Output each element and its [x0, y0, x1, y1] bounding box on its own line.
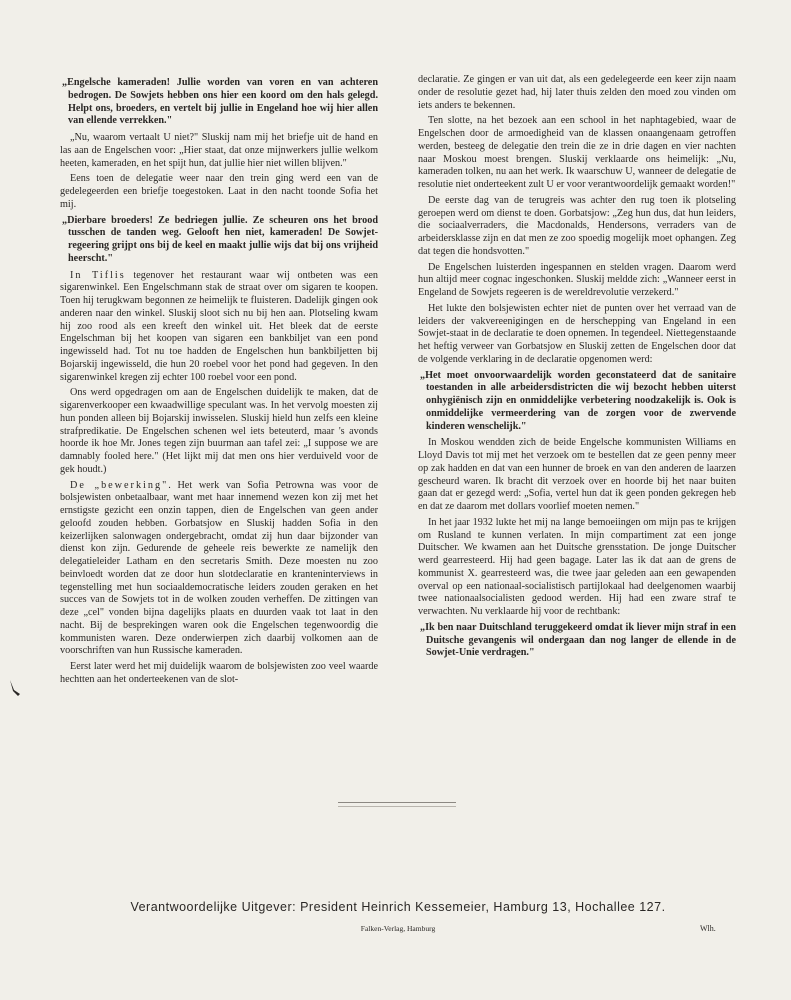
paragraph-text: tegenover het restaurant waar wij ontbeten was een sigarenwinkel. Een Engelschmann stak de straat over om sigaren te koopen. Toen hij terugkwam begonnen ze heimelijk te fluisteren. Dadelijk gingen ook anderen naar den winkel. Sluskij sloot sich nu bij hen aan. Plotseling kwam hij zoo rood als een kreeft den winkel uit. Het bleek dat de eerste Engelschman bij het koopen van sigaren een bankbiljet van een pond ingewisseld had. Tot nu toe hadden de Engelschen hun bankbiljetten bij Bojarskij ingewisseld, die hun 20 roebel voor het pond had gegeven. In den sigarenwinkel kregen zij echter 100 roebel voor een pond.	[60, 269, 378, 383]
quote-declaration: „Het moet onvoorwaardelijk worden geconstateerd dat de sanitaire toestanden in alle arbeidersdistricten die wij bezocht hebben uiterst onhygiënisch zijn en onmiddelijke verbetering noodzakelijk is. Ook is onmiddelijke vermeerdering van de zorgen voor de zwervende kinderen wenschelijk."	[420, 369, 736, 432]
paragraph: De Engelschen luisterden ingespannen en stelden vragen. Daarom werd hun altijd meer cognac ingeschonken. Sluskij meldde zich: „Wanneer eerst in Engeland de Sowjets regeeren is de wereldrevolutie verzekerd."	[418, 261, 736, 298]
printer-initials: Wlh.	[700, 924, 716, 933]
paragraph-text: . Het werk van Sofia Petrowna was voor de bolsjewisten onbetaalbaar, want met haar innemend wezen kon zij met het ernstigste gezicht een onzin tappen, dien de Engelschen van geen ander geloofd zouden hebben. Gorbatsjow en Sluskij hadden Sofia in den keizerlijken salonwagen ondergebracht, omdat zij hun daar bijzonder van dienst kon zijn. Gedurende de geheele reis bewerkte ze namelijk den delegatieleider Latham en den secretaris Smith. Deze moesten nu zoo beinvloedt worden dat ze door hun slotdeclaratie en kranteninterviews in tegenstelling met hun sociaaldemocratische leiders zouden geraken en het succes van de Sowjets tot in de wolken zouden verheffen. De zittingen van deze „cel" vonden bijna dagelijks plaats en duurden vaak tot laat in den nacht. Bij de besprekingen waren ook die Engelschen tegenwoordig die kommunisten waren. Deze onderwierpen zich daarbij volkomen aan de voorschriften van hun Russische kameraden.	[60, 479, 378, 657]
paragraph: Het lukte den bolsjewisten echter niet de punten over het verraad van de leiders der vakvereenigingen en de herschepping van Engeland in een Sowjet-staat in de declaratie te doen opnemen. In tegendeel. Niettegenstaande het heftig verweer van Gorbatsjow en Sluskij zetten de Engelschen door dat de volgende verklaring in de declaratie opgenomen werd:	[418, 302, 736, 365]
paragraph: Eens toen de delegatie weer naar den trein ging werd een van de gedelegeerden een briefje toegestoken. Laat in den nacht toonde Sofia het mij.	[60, 173, 378, 210]
paragraph: „Nu, waarom vertaalt U niet?" Sluskij nam mij het briefje uit de hand en las aan de Engelschen voor: „Hier staat, dat onze mijnwerkers jullie welkom heeten, kameraden, en het spijt hun, dat jullie hier niet willen blijven."	[60, 132, 378, 169]
spaced-heading-word: In Tiflis	[70, 269, 126, 281]
section-divider	[338, 802, 456, 803]
paragraph: De eerste dag van de terugreis was achter den rug toen ik plotseling geroepen werd om dienst te doen. Gorbatsjow: „Zeg hun dus, dat hun leiders, die sociaalverraders, die Macdonalds, Hendersons, verraders van de arbeidersklasse zijn en dat men ze zoo spoedig mogelijk moet ophangen. Zeg dat tegen die hondsvotten."	[418, 194, 736, 257]
left-column	[60, 74, 378, 754]
publisher-line: Verantwoordelijke Uitgever: President Heinrich Kessemeier, Hamburg 13, Hochallee 127.	[130, 900, 666, 914]
section-divider-secondary	[338, 806, 456, 807]
right-column	[418, 74, 736, 754]
paragraph: Eerst later werd het mij duidelijk waarom de bolsjewisten zoo veel waarde hechtten aan het onderteekenen van de slot-	[60, 661, 378, 685]
quote-court-statement: „Ik ben naar Duitschland teruggekeerd omdat ik liever mijn straf in een Duitsche gevangenis wil ondergaan dan nog langer de ellende in de Sowjet-Unie verdragen."	[420, 621, 736, 659]
text-columns	[60, 74, 736, 754]
quote-letter-2: „Dierbare broeders! Ze bedriegen jullie. Ze scheuren ons het brood tusschen de tanden weg. Gelooft hen niet, kameraden! De Sowjet-regeering grijpt ons bij de keel en maakt jullie wijs dat bij ons vrijheid heerscht."	[62, 214, 378, 264]
paragraph-bewerking	[60, 480, 378, 659]
paragraph: In het jaar 1932 lukte het mij na lange bemoeiingen om mijn pas te krijgen om Rusland te kunnen verlaten. In mijn compartiment zat een jonge Duitscher. We kwamen aan het Duitsche grensstation. De jonge Duitscher werd gearresteerd. Hij had geen bagage. Later las ik dat aan de grens de kommunist X. gearresteerd was, die twee jaar geleden aan een gewapenden overval op een nationaal-socialistisch partijlokaal had deelgenomen waarbij twee nationaalsocialisten gedood werden. Hij had een zware straf te verwachten. Nu verklaarde hij voor de rechtbank:	[418, 516, 736, 617]
margin-mark	[6, 678, 22, 698]
paragraph: declaratie. Ze gingen er van uit dat, als een gedelegeerde een keer zijn naam onder de resolutie gezet had, hij later thuis zelden den moed zou vinden om iets anders te bekennen.	[418, 74, 736, 111]
spaced-heading-word: De „bewerking"	[70, 479, 169, 491]
quote-letter-1: „Engelsche kameraden! Jullie worden van voren en van achteren bedrogen. De Sowjets hebben ons hier een koord om den hals gelegd. Helpt ons, broeders, en vertelt bij jullie in Engeland hoe wij hier allen van ellende verrekken."	[62, 77, 378, 127]
paragraph-tiflis	[60, 270, 378, 385]
paragraph: Ons werd opgedragen om aan de Engelschen duidelijk te maken, dat de sigarenverkooper een kwaadwillige speculant was. In het vervolg moesten zij hun ponden alleen bij Bojarskij inwisselen. Sluskij hield hun zelfs een kleine strafpredikatie. De Engelschen schenen wel iets beteuterd, maar 's avonds hoorde ik hoe Mr. Jones tegen zijn buurman aan tafel zei: „I suppose we are damnably fooled here." (Het lijkt mij dat men ons hier verduiveld voor de gek houdt.)	[60, 387, 378, 475]
paragraph: Ten slotte, na het bezoek aan een school in het naphtagebied, waar de Engelschen door de armoedigheid van de klassen onaangenaam getroffen werden, besteeg de delegatie den trein die ze in drie dagen en vier nachten naar Moskou moest brengen. Sluskij verklaarde ons heimelijk: „Nu, kameraden tolken, nu aan het werk. Ik waarschuw U, wanneer de delegatie de resolutie niet onderteekent zult U er voor verantwoordelijk gemaakt worden!"	[418, 115, 736, 190]
printer-line: Falken-Verlag, Hamburg	[360, 924, 436, 933]
paragraph: In Moskou wendden zich de beide Engelsche kommunisten Williams en Lloyd Davis tot mij met het verzoek om te bestellen dat ze geen penny meer op zak hadden en dat van een hunner de broek en van den anderen de laarzen gescheurd waren. Ik bracht dit verzoek over en hoorde bij het naar buiten gaan dat er gezegd werd: „Sofia, vertel hun dat ik geen ponden gekregen heb en dat ze daarom met dollars voorlief moeten nemen."	[418, 437, 736, 512]
